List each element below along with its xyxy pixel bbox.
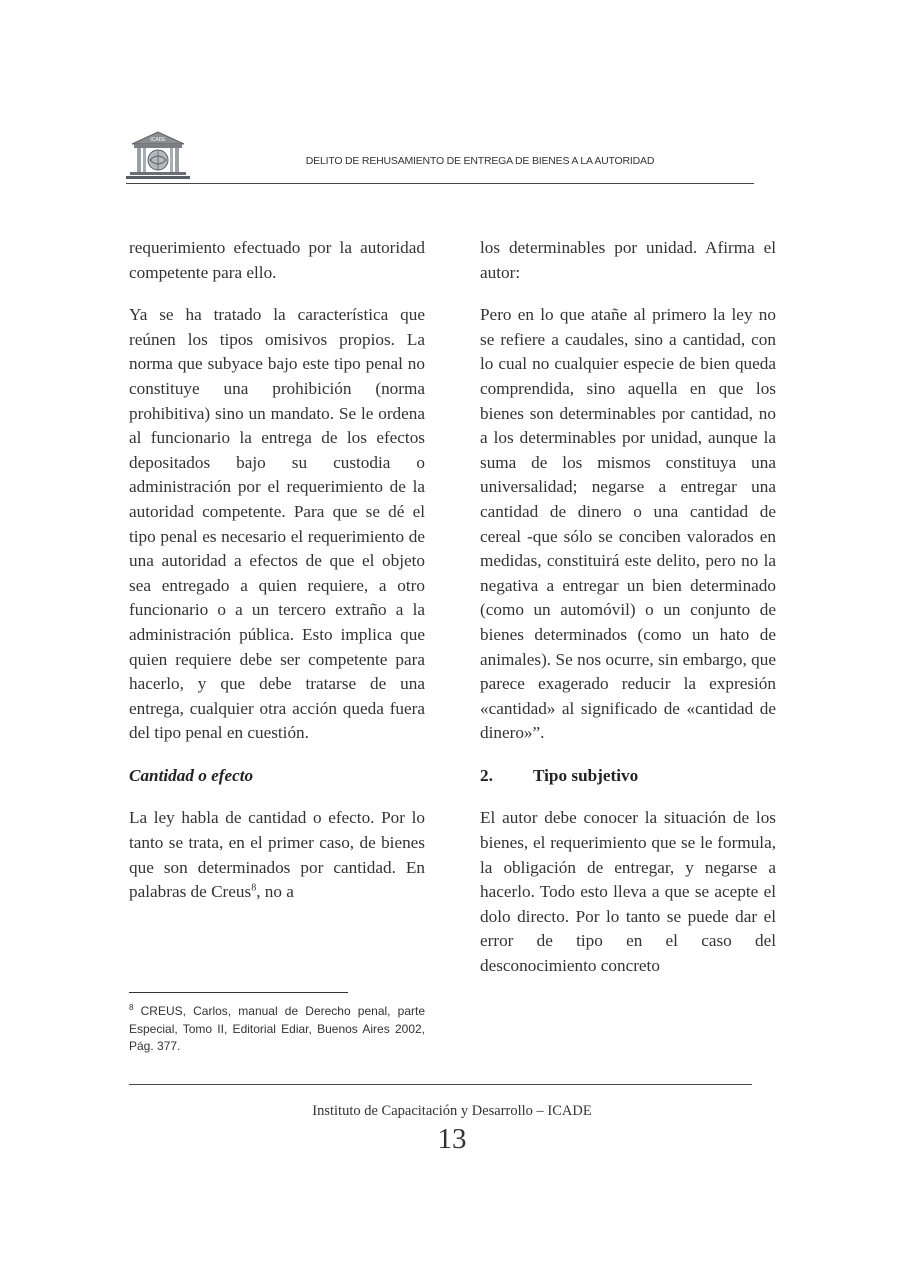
section-number: 2. (480, 765, 493, 785)
footnote-divider (129, 992, 348, 993)
right-quote-paragraph: Pero en lo que atañe al primero la ley no se refiere a caudales, sino a cantidad, con lo cual no cualquier especie de bien queda comprendida, sino aquella en que los bienes son determinables por cantidad, no a los determinables por unidad, aunque la suma de los mismos constituya una universalidad; negarse a entregar una cantidad de dinero o una cantidad de cereal -que sólo se conciben valorados en medidas, constituirá este delito, pero no la negativa a entregar un bien determinado (como un automóvil) o un conjunto de bienes determinados (como un hato de animales). Se nos ocurre, sin embargo, que parece exagerado reducir la expresión «cantidad» al significado de «cantidad de dinero»”. (480, 305, 776, 743)
left-column (129, 236, 425, 923)
section-title: Tipo subjetivo (533, 765, 639, 785)
running-header-title: DELITO DE REHUSAMIENTO DE ENTREGA DE BIENES A LA AUTORIDAD (305, 155, 655, 167)
right-paragraph-3: El autor debe conocer la situación de los bienes, el requerimiento que se le formula, la obligación de entregar, y negarse a hacerlo. Todo esto lleva a que se acepte el dolo directo. Por lo tanto se puede dar el error de tipo en el caso del desconocimiento concreto (480, 808, 776, 976)
footer-institute: Instituto de Capacitación y Desarrollo – ICADE (312, 1103, 592, 1119)
left-paragraph-3-tail: , no a (256, 882, 294, 902)
right-column (480, 236, 776, 997)
footnote-reference[interactable]: 8 (251, 882, 257, 894)
footnote (129, 1003, 425, 1056)
section-heading-cantidad: Cantidad o efecto (129, 765, 254, 785)
left-paragraph-3 (129, 806, 425, 904)
left-paragraph-3-text: La ley habla de cantidad o efecto. Por lo tanto se trata, en el primer caso, de bienes que son determinados por cantidad. En palabras de Creus (129, 808, 425, 902)
footer-divider (129, 1084, 752, 1085)
left-paragraph-2: Ya se ha tratado la característica que reúnen los tipos omisivos propios. La norma que subyace bajo este tipo penal no constituye una prohibición (norma prohibitiva) sino un mandato. Se le ordena al funcionario la entrega de los efectos depositados bajo su custodia o administración por el requerimiento de la autoridad competente. Para que se dé el tipo penal es necesario el requerimiento de una autoridad a efectos de que el objeto sea entregado a quien requiere, a otro funcionario o a un tercero extraño a la administración pública. Esto implica que quien requiere debe ser competente para hacerlo, y que debe tratarse de una entrega, cualquier otra acción queda fuera del tipo penal en cuestión. (129, 305, 425, 743)
icade-logo (126, 130, 190, 182)
header-divider (126, 183, 754, 184)
right-paragraph-1: los determinables por unidad. Afirma el autor: (480, 238, 776, 282)
left-paragraph-1: requerimiento efectuado por la autoridad competente para ello. (129, 238, 425, 282)
section-heading-tipo-subjetivo (480, 764, 776, 789)
footnote-text: CREUS, Carlos, manual de Derecho penal, parte Especial, Tomo II, Editorial Ediar, Buenos Aires 2002, Pág. 377. (129, 1004, 425, 1053)
logo-text: ICADE (150, 137, 166, 143)
page-number: 13 (437, 1123, 467, 1155)
footnote-number: 8 (129, 1003, 134, 1012)
